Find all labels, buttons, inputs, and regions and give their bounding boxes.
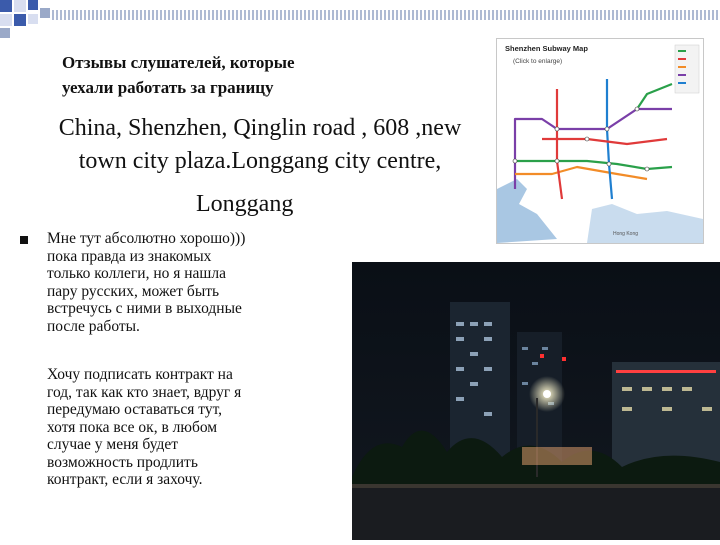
p2-line: год, так как кто знает, вдруг я	[47, 383, 242, 401]
p2-line: передумаю оставаться тут,	[47, 401, 223, 418]
top-decorative-bar	[52, 10, 720, 20]
map-title: Shenzhen Subway Map	[505, 44, 588, 53]
map-subtitle: (Click to enlarge)	[513, 58, 563, 65]
slide-title	[10, 112, 510, 178]
heading-line-1: Отзывы слушателей, которые	[62, 53, 295, 72]
night-city-photo	[352, 262, 720, 540]
map-caption: Hong Kong	[613, 231, 639, 237]
p2-line: случае у меня будет	[47, 436, 179, 453]
p1-line: пару русских, может быть	[47, 282, 220, 300]
corner-decoration	[0, 0, 52, 40]
p1-line: пока правда из знакомых	[47, 247, 212, 265]
title-line-3: Longgang	[196, 191, 294, 217]
p2-line: возможность продлить	[47, 453, 198, 471]
paragraph-2	[47, 366, 315, 489]
p2-line: контракт, если я захочу.	[47, 471, 203, 488]
p1-line: после работы.	[47, 317, 140, 335]
p2-line: хотя пока все ок, в любом	[47, 418, 218, 436]
title-line-2: town city plaza.Longgang city centre,	[78, 148, 442, 174]
slide-heading	[62, 50, 392, 100]
p1-line: встречусь с ними в выходные	[47, 300, 242, 317]
paragraph-1	[47, 230, 315, 335]
subway-map-image[interactable]	[496, 38, 704, 244]
p1-line: только коллеги, но я нашла	[47, 265, 226, 282]
p2-line: Хочу подписать контракт на	[47, 366, 233, 383]
heading-line-2: уехали работать за границу	[62, 78, 274, 97]
title-line-1: China, Shenzhen, Qinglin road , 608 ,new	[58, 115, 462, 141]
bullet-marker	[20, 236, 28, 244]
p1-line: Мне тут абсолютно хорошо)))	[47, 230, 246, 247]
